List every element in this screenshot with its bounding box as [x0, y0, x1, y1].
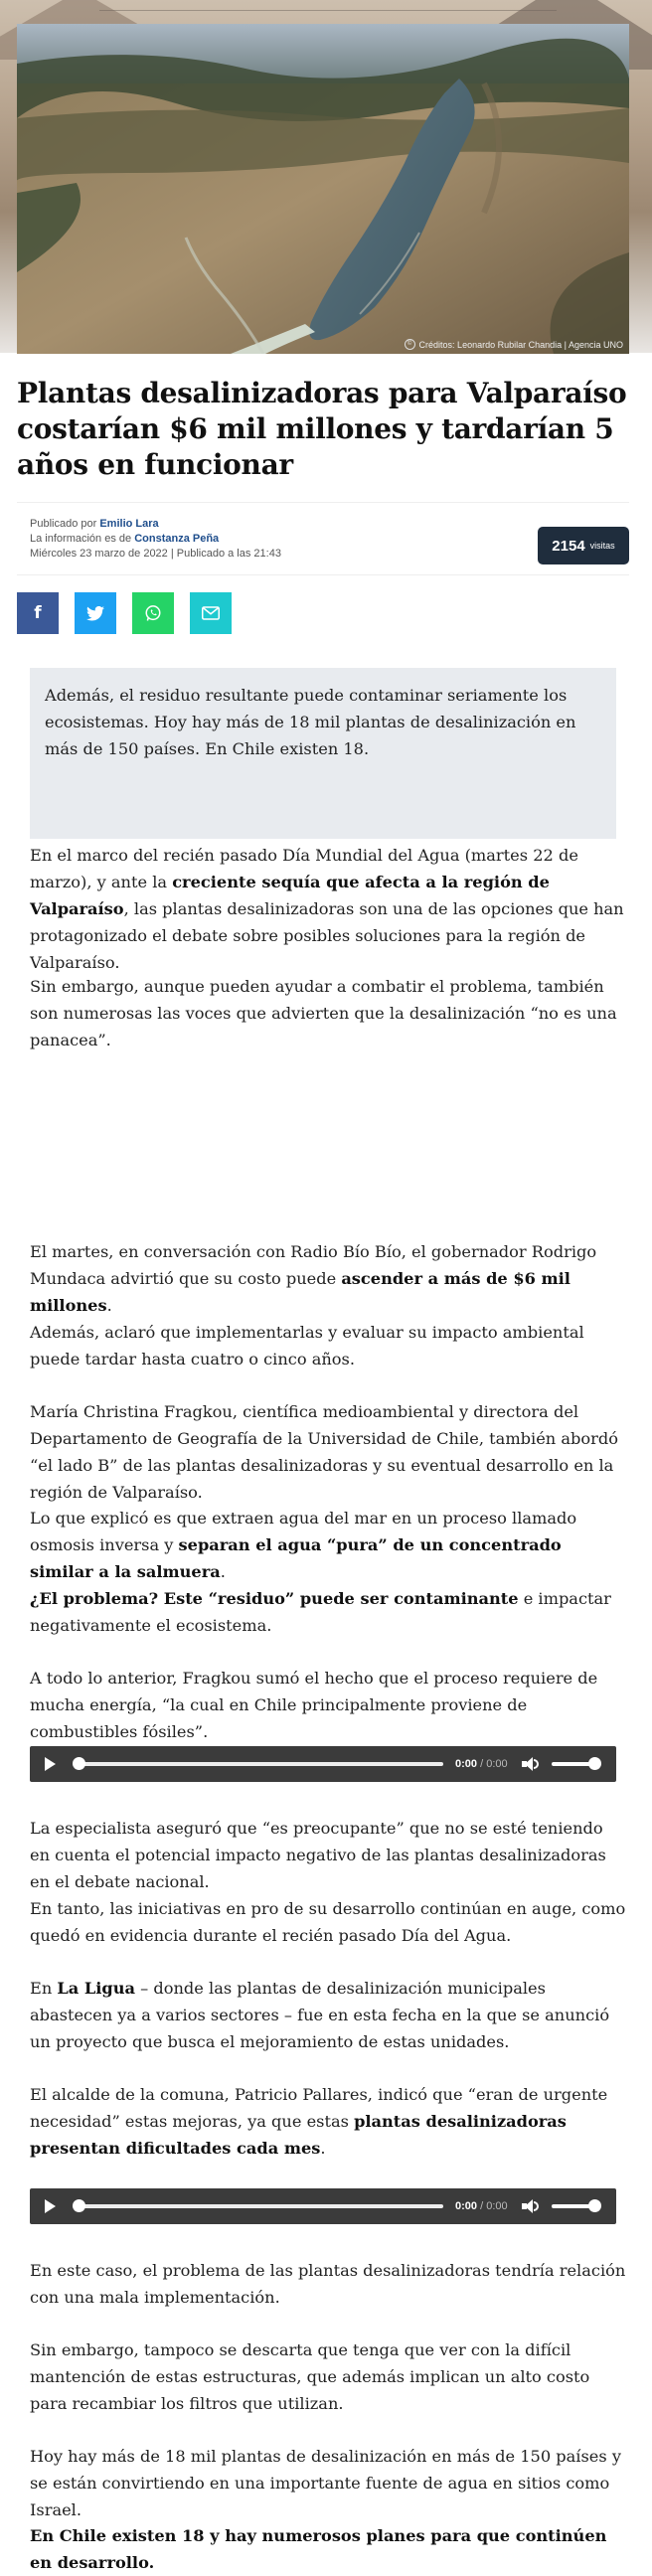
audio-seek-bar[interactable]	[76, 2204, 443, 2208]
date-line: Miércoles 23 marzo de 2022 | Publicado a las 21:43	[30, 548, 281, 560]
share-email-button[interactable]	[190, 592, 232, 634]
paragraph-3: El martes, en conversación con Radio Bío Bío, el gobernador Rodrigo Mundaca advirtió que su costo puede ascender a más de $6 mil millones.	[30, 1242, 597, 1315]
credit-text: Créditos: Leonardo Rubilar Chandia | Agencia UNO	[418, 339, 623, 350]
source-link[interactable]: Constanza Peña	[134, 533, 220, 545]
article-title: Plantas desalinizadoras para Valparaíso costarían $6 mil millones y tardarían 5 años en funcionar	[17, 377, 627, 481]
paragraph-10: En tanto, las iniciativas en pro de su desarrollo continúan en auge, como quedó en evidencia durante el recién pasado Día del Agua.	[30, 1899, 626, 1945]
paragraph-1: En el marco del recién pasado Día Mundial del Agua (martes 22 de marzo), y ante la creciente sequía que afecta a la región de Valparaíso, las plantas desalinizadoras son una de las opciones que han protagonizado el debate sobre posibles soluciones para la región de Valparaíso.	[30, 846, 624, 972]
seek-handle[interactable]	[73, 1757, 85, 1770]
volume-slider[interactable]	[552, 2204, 595, 2208]
email-icon	[202, 606, 220, 620]
paragraph-6: Lo que explicó es que extraen agua del mar en un proceso llamado osmosis inversa y separan el agua “pura” de un concentrado similar a la salmuera.	[30, 1509, 577, 1581]
paragraph-8: A todo lo anterior, Fragkou sumó el hecho que el proceso requiere de mucha energía, “la cual en Chile principalmente proviene de combustibles fósiles”.	[30, 1669, 598, 1741]
volume-handle[interactable]	[588, 2199, 601, 2212]
share-bar	[17, 592, 232, 634]
volume-icon[interactable]	[522, 2199, 540, 2213]
visits-count: 2154	[552, 537, 585, 555]
audio-seek-bar[interactable]	[76, 1762, 443, 1766]
paragraph-9: La especialista aseguró que “es preocupante” que no se esté teniendo en cuenta el potencial impacto negativo de las plantas desalinizadoras en el debate nacional.	[30, 1819, 606, 1891]
seek-handle[interactable]	[73, 2199, 85, 2212]
paragraph-11: En La Ligua – donde las plantas de desalinización municipales abastecen ya a varios sectores – fue en esta fecha en la que se anunció un proyecto que busca el mejoramiento de estas unidades.	[30, 1979, 610, 2051]
paragraph-14: Sin embargo, tampoco se descarta que tenga que ver con la difícil mantención de estas estructuras, que además implican un alto costo para recambiar los filtros que utilizan.	[30, 2340, 590, 2413]
audio-player-1	[30, 1746, 616, 1782]
copyright-icon: ©	[405, 339, 415, 350]
paragraph-16: En Chile existen 18 y hay numerosos planes para que continúen en desarrollo.	[30, 2526, 607, 2572]
twitter-icon	[86, 606, 104, 621]
article-meta	[17, 502, 629, 575]
paragraph-12: El alcalde de la comuna, Patricio Pallares, indicó que “eran de urgente necesidad” estas mejoras, ya que estas plantas desalinizadoras presentan dificultades cada mes.	[30, 2085, 608, 2158]
photo-credit	[405, 339, 623, 350]
author-line	[30, 517, 281, 532]
share-twitter-button[interactable]	[75, 592, 116, 634]
paragraph-2: Sin embargo, aunque pueden ayudar a combatir el problema, también son numerosas las voces que advierten que la desalinización “no es una panacea”.	[30, 977, 617, 1049]
audio-time: 0:00 / 0:00	[455, 1758, 508, 1770]
volume-handle[interactable]	[588, 1757, 601, 1770]
volume-slider[interactable]	[552, 1762, 595, 1766]
play-button[interactable]	[45, 1757, 56, 1771]
share-facebook-button[interactable]	[17, 592, 59, 634]
paragraph-5: María Christina Fragkou, científica medioambiental y directora del Departamento de Geografía de la Universidad de Chile, también abordó “el lado B” de las plantas desalinizadoras y su eventual desarrollo en la región de Valparaíso.	[30, 1402, 618, 1502]
author-link[interactable]: Emilio Lara	[99, 518, 159, 530]
hero-image	[17, 24, 629, 354]
audio-time: 0:00 / 0:00	[455, 2200, 508, 2212]
share-whatsapp-button[interactable]	[132, 592, 174, 634]
play-button[interactable]	[45, 2199, 56, 2213]
volume-icon[interactable]	[522, 1757, 540, 1771]
paragraph-4: Además, aclaró que implementarlas y evaluar su impacto ambiental puede tardar hasta cuatro o cinco años.	[30, 1323, 584, 1368]
facebook-icon: f	[34, 603, 42, 623]
visits-label: visitas	[589, 541, 615, 551]
whatsapp-icon	[144, 604, 162, 622]
visits-badge	[538, 527, 629, 564]
paragraph-15: Hoy hay más de 18 mil plantas de desalinización en más de 150 países y se están convirtiendo en una importante fuente de agua en sitios como Israel.	[30, 2447, 621, 2519]
article-summary-quote: Además, el residuo resultante puede contaminar seriamente los ecosistemas. Hoy hay más de 18 mil plantas de desalinización en más de 150 países. En Chile existen 18.	[30, 668, 616, 839]
reservoir-photo	[17, 24, 629, 354]
published-by-label: Publicado por	[30, 518, 97, 530]
info-label: La información es de	[30, 533, 132, 545]
paragraph-7: ¿El problema? Este “residuo” puede ser contaminante e impactar negativamente el ecosistema.	[30, 1589, 611, 1635]
quote-tail	[46, 809, 66, 827]
paragraph-13: En este caso, el problema de las plantas desalinizadoras tendría relación con una mala implementación.	[30, 2261, 626, 2307]
source-line	[30, 532, 281, 547]
audio-player-2	[30, 2188, 616, 2224]
